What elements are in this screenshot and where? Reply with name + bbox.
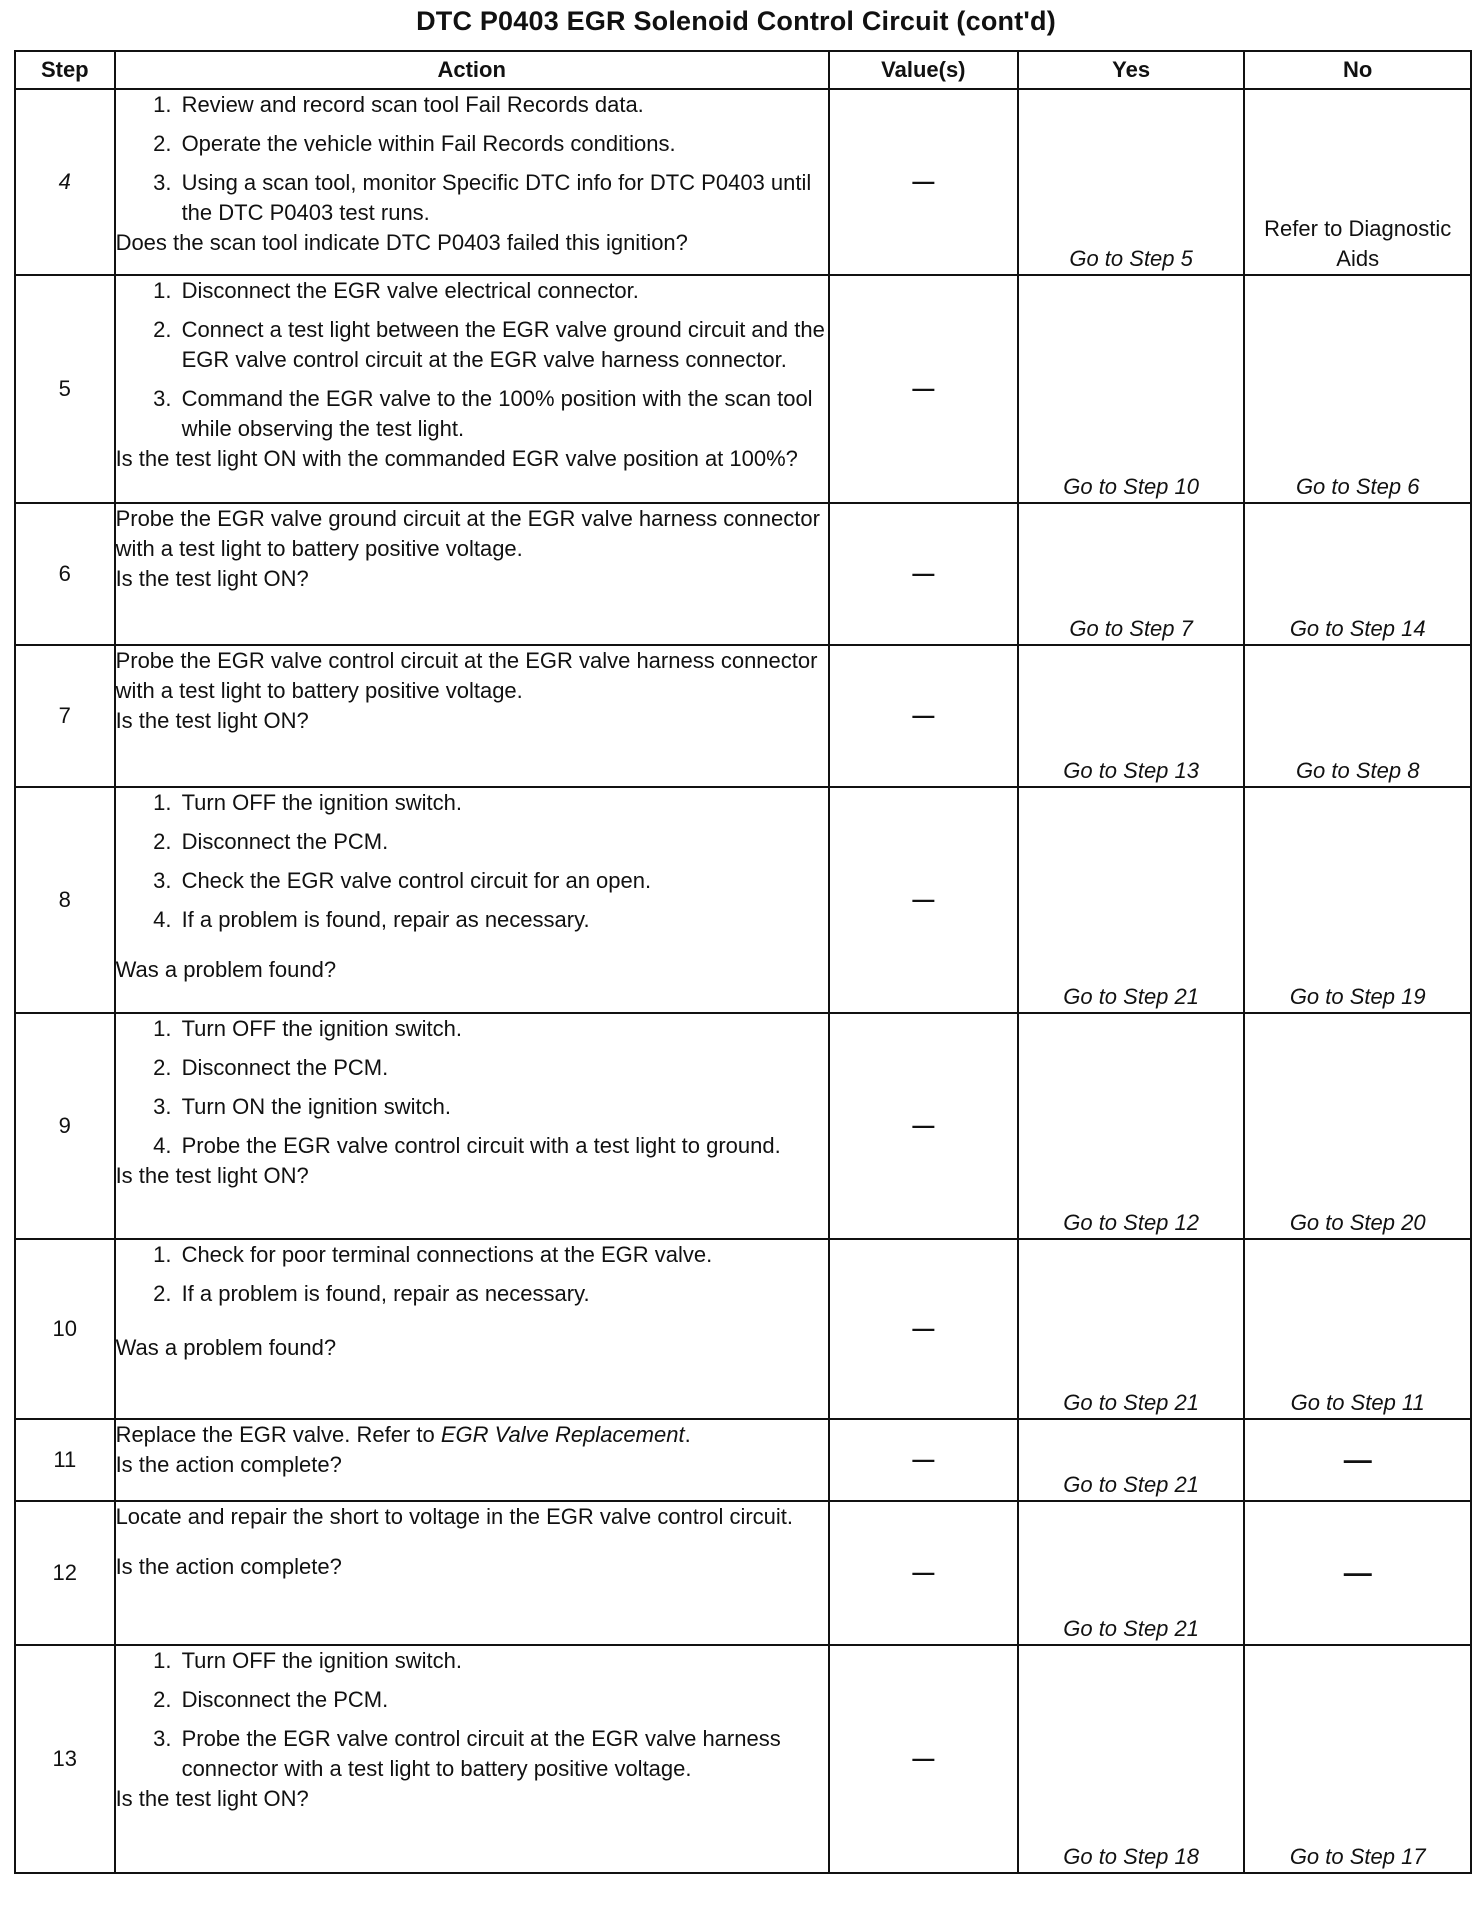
action-item: 2. Disconnect the PCM.	[178, 827, 828, 857]
yes-cell: Go to Step 5	[1018, 89, 1245, 275]
yes-cell: Go to Step 21	[1018, 1239, 1245, 1419]
action-cell	[115, 1013, 829, 1239]
action-cell	[115, 503, 829, 645]
action-item: 3. Using a scan tool, monitor Specific DTC info for DTC P0403 until the DTC P0403 test runs.	[178, 168, 828, 228]
action-item: 3. Command the EGR valve to the 100% position with the scan tool while observing the test light.	[178, 384, 828, 444]
yes-cell: Go to Step 12	[1018, 1013, 1245, 1239]
action-cell	[115, 1645, 829, 1873]
yes-cell: Go to Step 13	[1018, 645, 1245, 787]
value-cell: —	[829, 1645, 1018, 1873]
action-text-suffix: .	[684, 1422, 691, 1447]
action-text: Probe the EGR valve ground circuit at the EGR valve harness connector with a test light to battery positive voltage.	[115, 506, 820, 561]
action-question: Is the test light ON?	[115, 566, 309, 591]
action-text: Locate and repair the short to voltage in the EGR valve control circuit.	[115, 1504, 794, 1529]
action-item: 1. Disconnect the EGR valve electrical connector.	[178, 276, 828, 306]
value-cell: —	[829, 645, 1018, 787]
action-item: 1. Review and record scan tool Fail Records data.	[178, 90, 828, 120]
action-question: Does the scan tool indicate DTC P0403 failed this ignition?	[115, 230, 688, 255]
yes-cell: Go to Step 10	[1018, 275, 1245, 503]
action-list	[116, 1646, 828, 1784]
action-item: 1. Turn OFF the ignition switch.	[178, 788, 828, 818]
action-question: Is the action complete?	[115, 1452, 342, 1477]
value-cell: —	[829, 1013, 1018, 1239]
yes-cell: Go to Step 21	[1018, 1419, 1245, 1501]
step-number: 11	[15, 1419, 115, 1501]
step-number: 6	[15, 503, 115, 645]
table-row	[15, 275, 1471, 503]
header-no: No	[1244, 51, 1471, 89]
action-question: Is the action complete?	[115, 1554, 342, 1579]
action-item: 3. Probe the EGR valve control circuit at the EGR valve harness connector with a test light to battery positive voltage.	[178, 1724, 828, 1784]
yes-cell: Go to Step 21	[1018, 787, 1245, 1013]
action-item: 4. Probe the EGR valve control circuit with a test light to ground.	[178, 1131, 828, 1161]
yes-cell: Go to Step 21	[1018, 1501, 1245, 1645]
action-item: 1. Turn OFF the ignition switch.	[178, 1646, 828, 1676]
no-cell: Go to Step 6	[1244, 275, 1471, 503]
action-cell	[115, 1419, 829, 1501]
step-number: 7	[15, 645, 115, 787]
header-step: Step	[15, 51, 115, 89]
step-number: 12	[15, 1501, 115, 1645]
action-question: Was a problem found?	[115, 957, 337, 982]
action-question: Is the test light ON with the commanded EGR valve position at 100%?	[115, 446, 798, 471]
no-cell: Go to Step 8	[1244, 645, 1471, 787]
table-row	[15, 1419, 1471, 1501]
no-cell: Go to Step 17	[1244, 1645, 1471, 1873]
action-text	[116, 1420, 828, 1450]
value-cell: —	[829, 787, 1018, 1013]
table-row	[15, 645, 1471, 787]
action-item: 4. If a problem is found, repair as necessary.	[178, 905, 828, 935]
step-number: 13	[15, 1645, 115, 1873]
no-cell: —	[1244, 1501, 1471, 1645]
page-title: DTC P0403 EGR Solenoid Control Circuit (cont'd)	[416, 6, 1056, 36]
action-cell	[115, 787, 829, 1013]
action-item: 2. Connect a test light between the EGR valve ground circuit and the EGR valve control circuit at the EGR valve harness connector.	[178, 315, 828, 375]
action-item: 2. Disconnect the PCM.	[178, 1685, 828, 1715]
action-item: 2. Disconnect the PCM.	[178, 1053, 828, 1083]
table-row	[15, 1501, 1471, 1645]
step-number: 4	[15, 89, 115, 275]
yes-cell: Go to Step 7	[1018, 503, 1245, 645]
header-action: Action	[115, 51, 829, 89]
action-question: Was a problem found?	[115, 1335, 337, 1360]
action-item: 3. Check the EGR valve control circuit for an open.	[178, 866, 828, 896]
action-list	[116, 1014, 828, 1161]
header-yes: Yes	[1018, 51, 1245, 89]
value-cell: —	[829, 1501, 1018, 1645]
no-cell: Go to Step 20	[1244, 1013, 1471, 1239]
action-item: 2. If a problem is found, repair as necessary.	[178, 1279, 828, 1309]
no-cell: Go to Step 19	[1244, 787, 1471, 1013]
action-cell	[115, 1239, 829, 1419]
no-cell: Go to Step 14	[1244, 503, 1471, 645]
no-cell: —	[1244, 1419, 1471, 1501]
table-row	[15, 1013, 1471, 1239]
action-list	[116, 1240, 828, 1309]
action-item: 3. Turn ON the ignition switch.	[178, 1092, 828, 1122]
step-number: 10	[15, 1239, 115, 1419]
action-list	[116, 90, 828, 228]
reference-link[interactable]: EGR Valve Replacement	[440, 1422, 685, 1447]
action-cell	[115, 275, 829, 503]
value-cell: —	[829, 275, 1018, 503]
table-header-row	[15, 51, 1471, 89]
table-row	[15, 1239, 1471, 1419]
diagnostic-table	[14, 50, 1472, 1874]
step-number: 8	[15, 787, 115, 1013]
action-text-prefix: Replace the EGR valve. Refer to	[115, 1422, 441, 1447]
action-question: Is the test light ON?	[115, 1163, 309, 1188]
action-list	[116, 788, 828, 935]
value-cell: —	[829, 1419, 1018, 1501]
action-list	[116, 276, 828, 444]
action-item: 1. Turn OFF the ignition switch.	[178, 1014, 828, 1044]
step-number: 5	[15, 275, 115, 503]
step-number: 9	[15, 1013, 115, 1239]
value-cell: —	[829, 1239, 1018, 1419]
action-text: Probe the EGR valve control circuit at the EGR valve harness connector with a test light to battery positive voltage.	[115, 648, 818, 703]
action-cell	[115, 1501, 829, 1645]
no-cell: Refer to Diagnostic Aids	[1244, 89, 1471, 275]
table-row	[15, 503, 1471, 645]
value-cell: —	[829, 503, 1018, 645]
action-item: 1. Check for poor terminal connections at the EGR valve.	[178, 1240, 828, 1270]
table-row	[15, 89, 1471, 275]
action-question: Is the test light ON?	[115, 708, 309, 733]
yes-cell: Go to Step 18	[1018, 1645, 1245, 1873]
table-row	[15, 1645, 1471, 1873]
table-row	[15, 787, 1471, 1013]
action-question: Is the test light ON?	[115, 1786, 309, 1811]
value-cell: —	[829, 89, 1018, 275]
action-item: 2. Operate the vehicle within Fail Records conditions.	[178, 129, 828, 159]
header-values: Value(s)	[829, 51, 1018, 89]
action-cell	[115, 89, 829, 275]
no-cell: Go to Step 11	[1244, 1239, 1471, 1419]
action-cell	[115, 645, 829, 787]
